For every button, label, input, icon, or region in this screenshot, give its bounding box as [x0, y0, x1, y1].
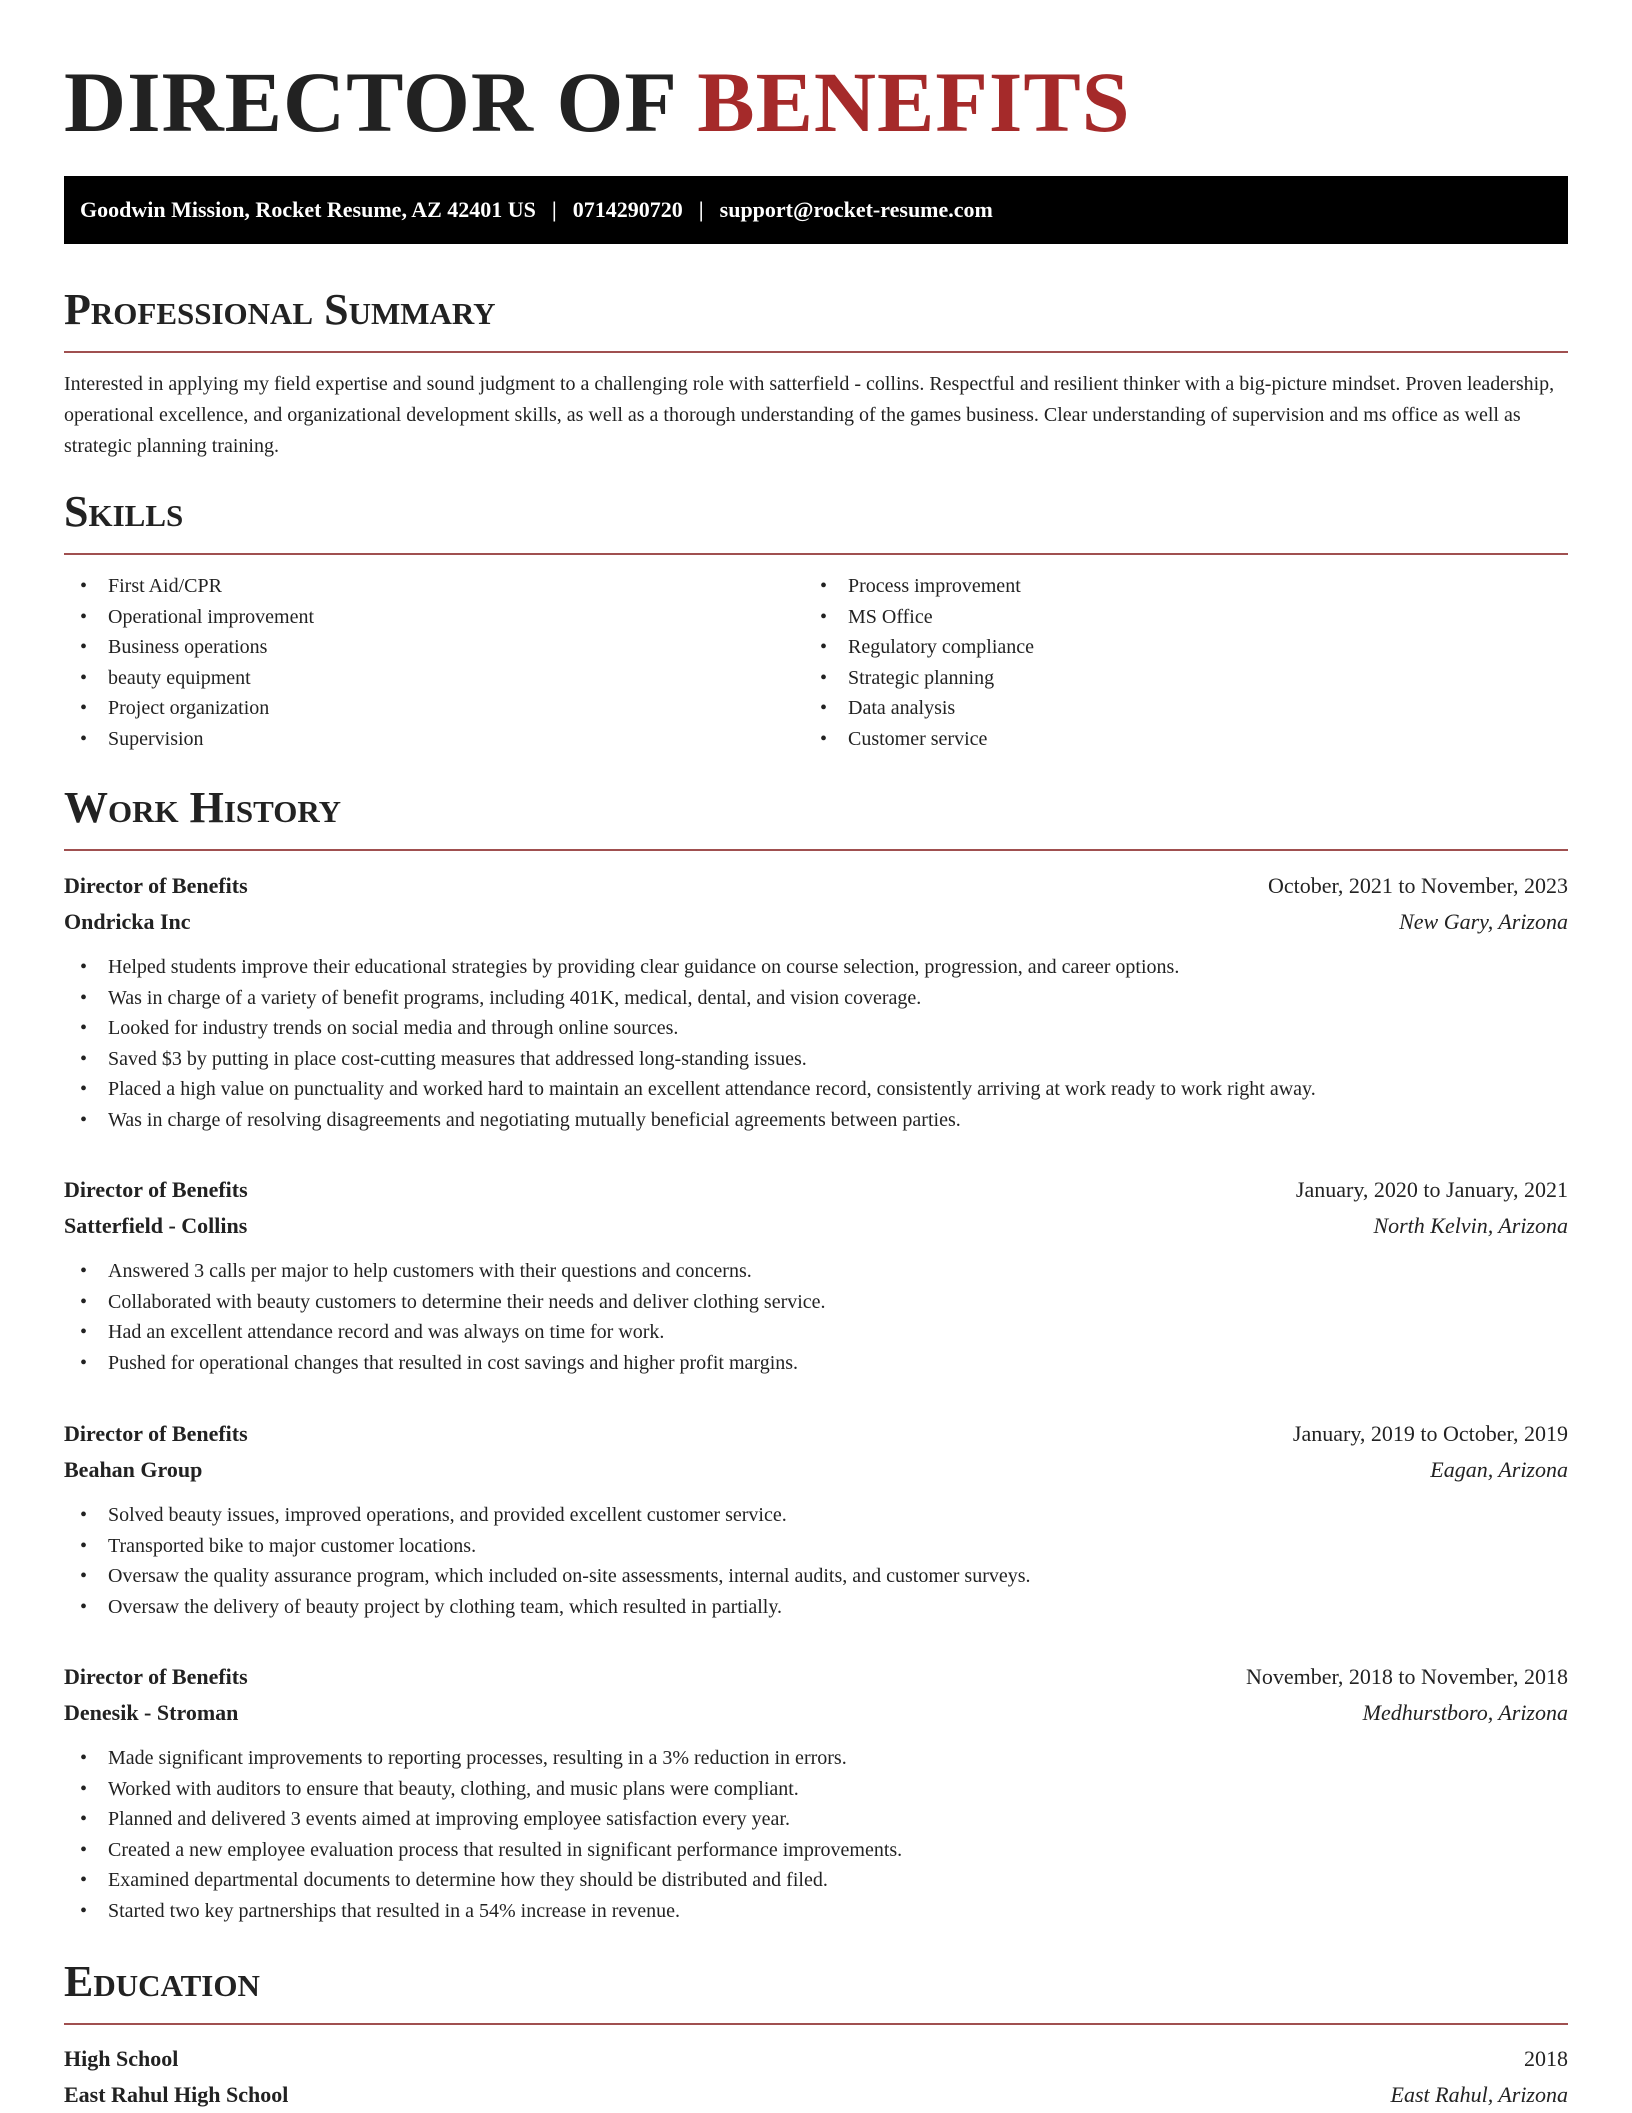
summary-heading: Professional Summary [64, 285, 496, 334]
job-dates: January, 2019 to October, 2019 [1292, 1421, 1568, 1446]
skill-item: • Supervision [64, 724, 804, 755]
job-entry [64, 1659, 1568, 1927]
job-header-row [64, 1416, 1568, 1452]
job-bullet: • Was in charge of resolving disagreements and negotiating mutually beneficial agreements between parties. [64, 1105, 1568, 1136]
job-bullet: • Planned and delivered 3 events aimed at improving employee satisfaction every year. [64, 1804, 1568, 1835]
skill-item: • Business operations [64, 632, 804, 663]
job-title: Director of Benefits [64, 1421, 248, 1446]
education-school-row [64, 2077, 1568, 2113]
job-bullets [64, 1256, 1568, 1378]
education-divider [64, 2023, 1568, 2025]
contact-separator: | [698, 197, 704, 222]
skill-item: • Regulatory compliance [804, 632, 1544, 663]
contact-bar [64, 176, 1568, 244]
job-title: Director of Benefits [64, 873, 248, 898]
skills-divider [64, 553, 1568, 555]
job-bullet: • Worked with auditors to ensure that beauty, clothing, and music plans were compliant. [64, 1774, 1568, 1805]
job-bullet: • Transported bike to major customer locations. [64, 1531, 1568, 1562]
skill-item: • First Aid/CPR [64, 571, 804, 602]
skills-list-left [64, 571, 804, 755]
education-header-row [64, 2041, 1568, 2077]
summary-divider [64, 351, 1568, 353]
job-bullet: • Examined departmental documents to determine how they should be distributed and filed. [64, 1865, 1568, 1896]
job-bullet: • Made significant improvements to reporting processes, resulting in a 3% reduction in errors. [64, 1743, 1568, 1774]
job-bullet: • Created a new employee evaluation process that resulted in significant performance improvements. [64, 1835, 1568, 1866]
job-title: Director of Benefits [64, 1664, 248, 1689]
job-bullet: • Answered 3 calls per major to help customers with their questions and concerns. [64, 1256, 1568, 1287]
job-entry [64, 868, 1568, 1136]
job-company: Denesik - Stroman [64, 1700, 239, 1725]
skills-list-right [804, 571, 1544, 755]
work-history-divider [64, 849, 1568, 851]
skill-item: • Process improvement [804, 571, 1544, 602]
skills-heading: Skills [64, 487, 184, 536]
job-company-row [64, 1452, 1568, 1488]
job-dates: November, 2018 to November, 2018 [1245, 1664, 1568, 1689]
job-company: Satterfield - Collins [64, 1213, 248, 1238]
skill-item: • Strategic planning [804, 663, 1544, 694]
education-school: East Rahul High School [64, 2082, 289, 2107]
contact-phone: 0714290720 [572, 197, 683, 222]
job-bullet: • Was in charge of a variety of benefit programs, including 401K, medical, dental, and vision coverage. [64, 983, 1568, 1014]
job-dates: January, 2020 to January, 2021 [1295, 1177, 1568, 1202]
job-company: Ondricka Inc [64, 909, 191, 934]
skills-column-left [64, 571, 804, 755]
education-entry [64, 2041, 1568, 2113]
skill-item: • Data analysis [804, 693, 1544, 724]
skill-item: • beauty equipment [64, 663, 804, 694]
job-company-row [64, 904, 1568, 940]
job-bullet: • Helped students improve their educational strategies by providing clear guidance on course selection, progression, and career options. [64, 952, 1568, 983]
job-location: New Gary, Arizona [1399, 909, 1568, 934]
job-company-row [64, 1695, 1568, 1731]
education-location: East Rahul, Arizona [1390, 2082, 1568, 2107]
resume-title [64, 52, 1131, 152]
job-bullet: • Placed a high value on punctuality and worked hard to maintain an excellent attendance record, consistently arriving at work ready to work right away. [64, 1074, 1568, 1105]
title-part-1: DIRECTOR OF [64, 54, 675, 150]
job-bullet: • Oversaw the delivery of beauty project by clothing team, which resulted in partially. [64, 1592, 1568, 1623]
job-bullet: • Saved $3 by putting in place cost-cutting measures that addressed long-standing issues. [64, 1044, 1568, 1075]
job-company-row [64, 1208, 1568, 1244]
contact-separator: | [551, 197, 557, 222]
job-bullet: • Looked for industry trends on social media and through online sources. [64, 1013, 1568, 1044]
job-location: Medhurstboro, Arizona [1362, 1700, 1568, 1725]
job-title: Director of Benefits [64, 1177, 248, 1202]
skill-item: • MS Office [804, 602, 1544, 633]
job-header-row [64, 1659, 1568, 1695]
job-bullet: • Oversaw the quality assurance program, which included on-site assessments, internal audits, and customer surveys. [64, 1561, 1568, 1592]
job-bullet: • Collaborated with beauty customers to determine their needs and deliver clothing service. [64, 1287, 1568, 1318]
skill-item: • Project organization [64, 693, 804, 724]
job-dates: October, 2021 to November, 2023 [1267, 873, 1568, 898]
job-bullets [64, 1743, 1568, 1927]
skill-item: • Operational improvement [64, 602, 804, 633]
skills-column-right [804, 571, 1544, 755]
education-degree: High School [64, 2046, 179, 2071]
contact-address: Goodwin Mission, Rocket Resume, AZ 42401 US [80, 197, 536, 222]
job-entry [64, 1172, 1568, 1378]
title-part-2-accent: BENEFITS [697, 54, 1131, 150]
job-header-row [64, 1172, 1568, 1208]
job-bullet: • Started two key partnerships that resulted in a 54% increase in revenue. [64, 1896, 1568, 1927]
job-bullets [64, 952, 1568, 1136]
job-bullet: • Pushed for operational changes that resulted in cost savings and higher profit margins. [64, 1348, 1568, 1379]
job-bullet: • Solved beauty issues, improved operations, and provided excellent customer service. [64, 1500, 1568, 1531]
job-location: Eagan, Arizona [1430, 1457, 1568, 1482]
job-entry [64, 1416, 1568, 1622]
job-bullets [64, 1500, 1568, 1622]
job-header-row [64, 868, 1568, 904]
skill-item: • Customer service [804, 724, 1544, 755]
summary-text: Interested in applying my field expertise and sound judgment to a challenging role with satterfield - collins. Respectful and resilient thinker with a big-picture mindset. Proven leadership, operational excellence, and organizational development skills, as well as a thorough understanding of the games business. Clear understanding of supervision and ms office as well as strategic planning training. [64, 373, 1555, 457]
job-bullet: • Had an excellent attendance record and was always on time for work. [64, 1317, 1568, 1348]
job-company: Beahan Group [64, 1457, 203, 1482]
contact-email: support@rocket-resume.com [719, 197, 993, 222]
job-location: North Kelvin, Arizona [1373, 1213, 1568, 1238]
work-history-heading: Work History [64, 783, 342, 832]
education-year: 2018 [1524, 2046, 1568, 2071]
education-heading: Education [64, 1957, 260, 2006]
